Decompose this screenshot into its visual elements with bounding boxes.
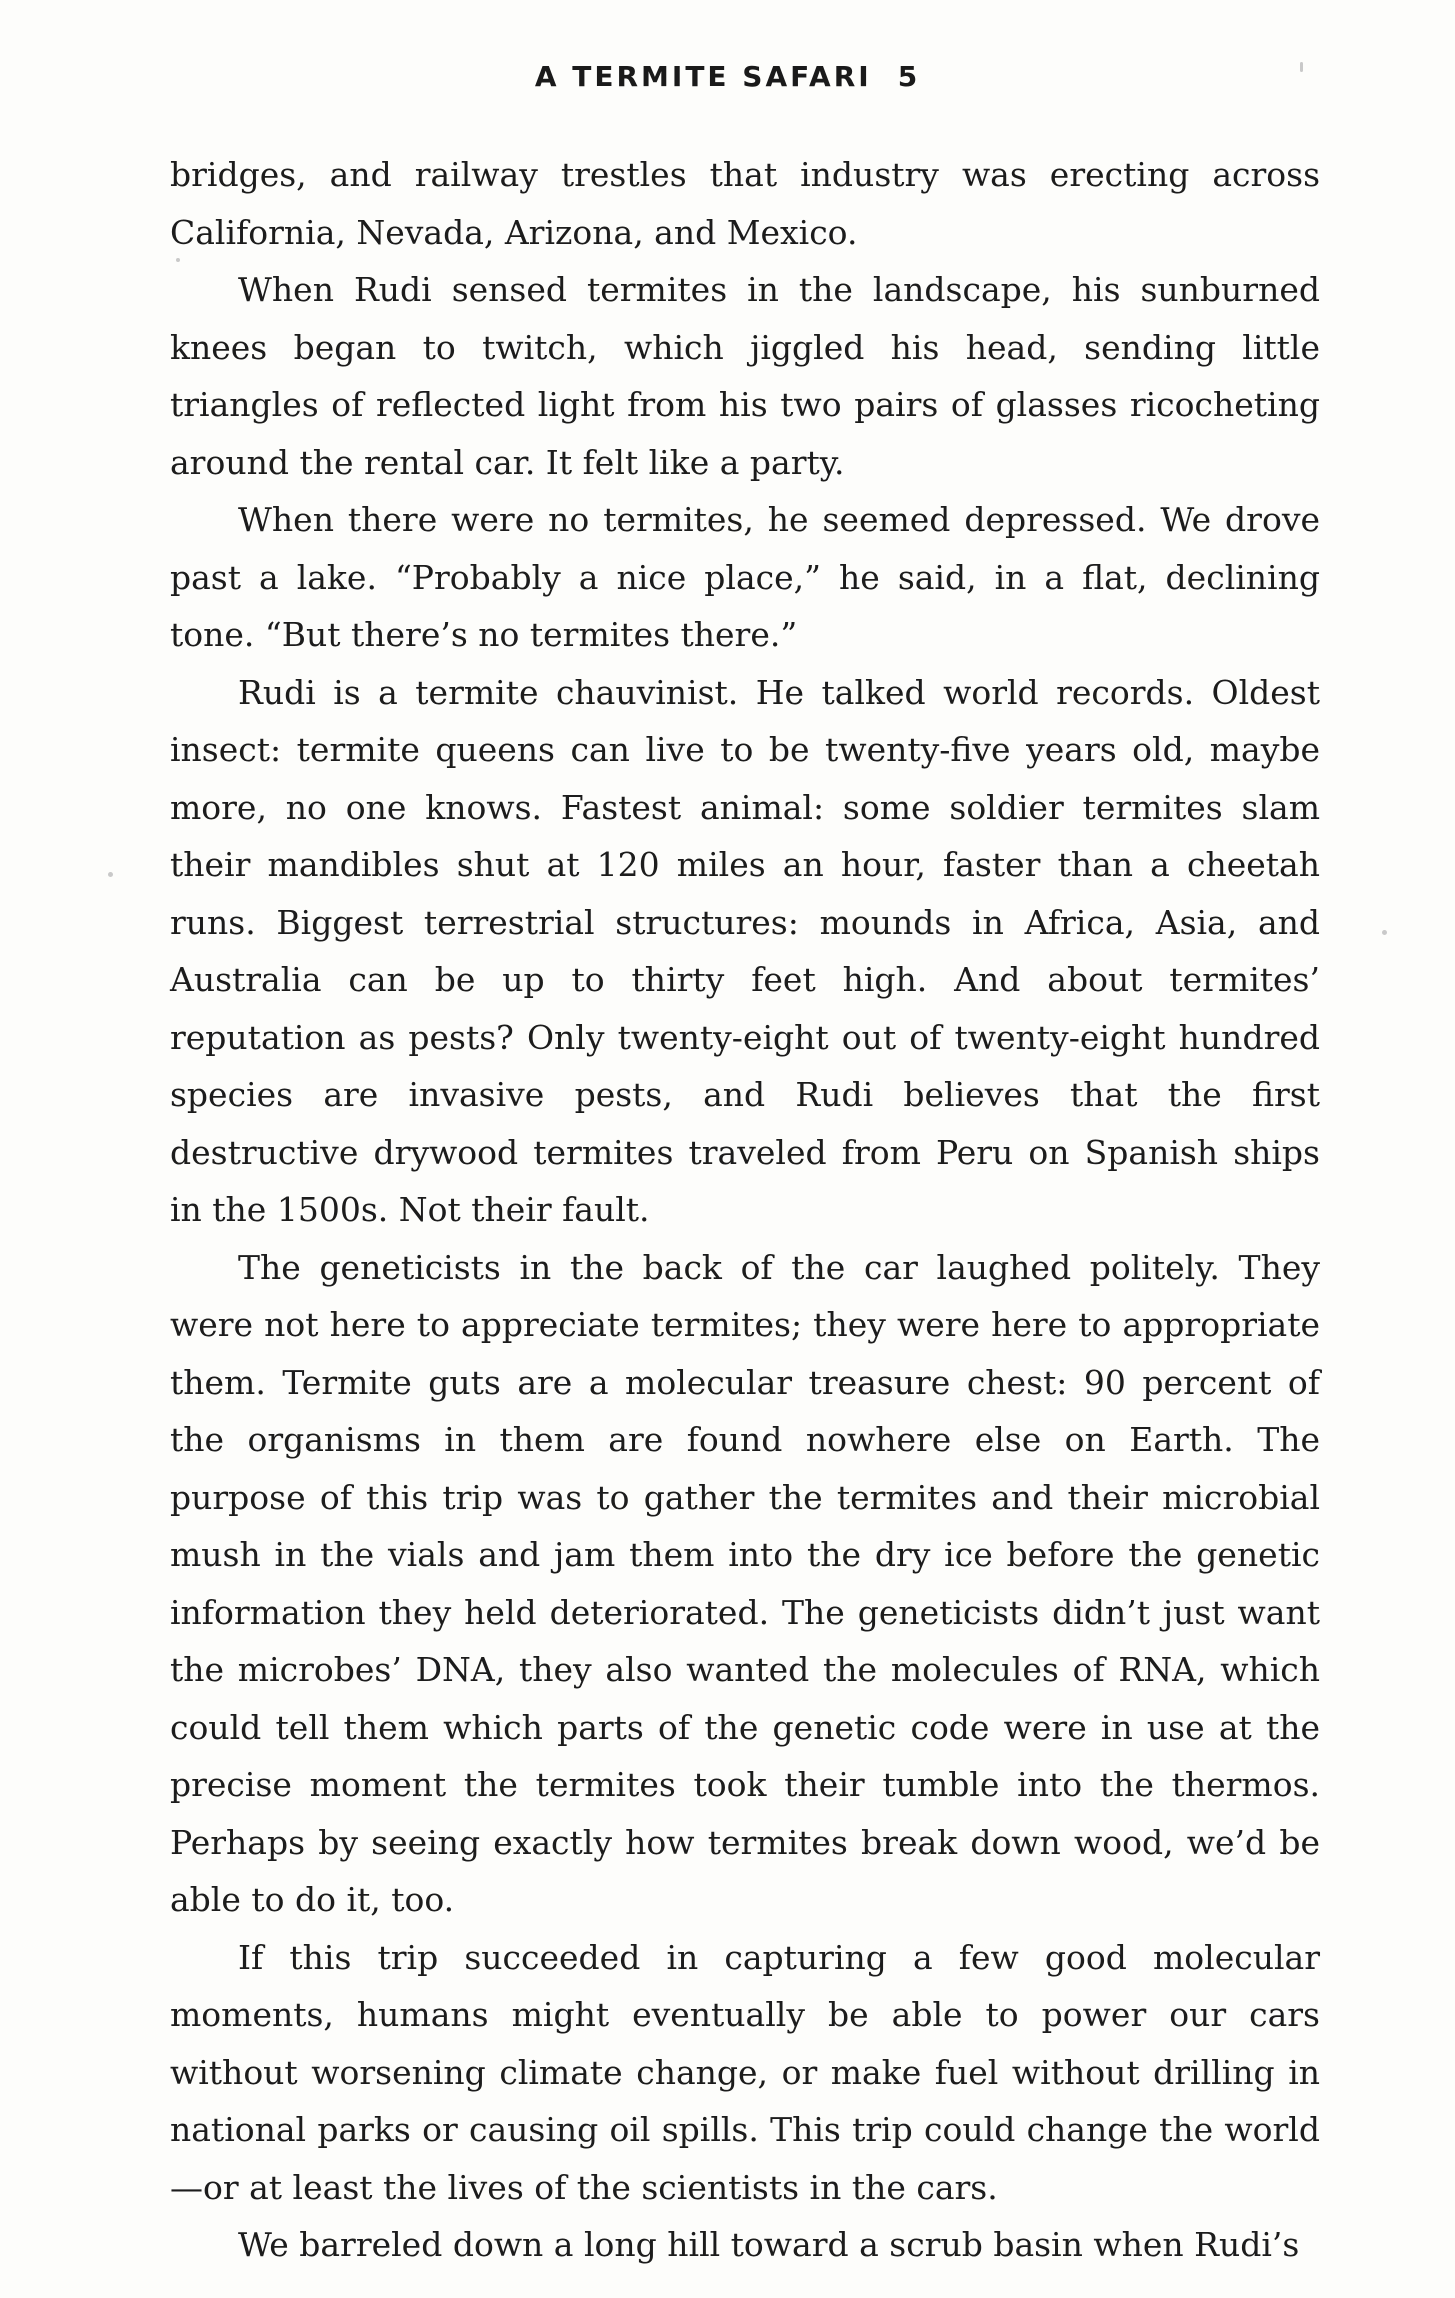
paragraph: We barreled down a long hill toward a scrub basin when Rudi’s [238, 2225, 1300, 2264]
paragraph: The geneticists in the back of the car laughed politely. They were not here to appreciate termites; they were here to appropriate them. Termite guts are a molecular treasure chest: 90 percent of the organisms in them are found nowhere else on Earth. The purpose of this trip was to gather the termites and their microbial mush in the vials and jam them into the dry ice before the genetic information they held deteriorated. The geneticists didn’t just want the microbes’ DNA, they also wanted the molecules of RNA, which could tell them which parts of the genetic code were in use at the precise moment the termites took their tumble into the thermos. Perhaps by seeing exactly how termites break down wood, we’d be able to do it, too. [170, 1247, 1320, 1919]
paragraph: When Rudi sensed termites in the landscape, his sunburned knees began to twitch, which jiggled his head, sending little triangles of reflected light from his two pairs of glasses ricocheting around the rental car. It felt like a party. [170, 270, 1320, 482]
paragraph: When there were no termites, he seemed depressed. We drove past a lake. “Probably a nice place,” he said, in a flat, declining tone. “But there’s no termites there.” [170, 500, 1320, 654]
paper-speck [1382, 930, 1387, 935]
chapter-title: A TERMITE SAFARI [534, 60, 872, 93]
running-head [0, 60, 1455, 93]
paper-speck [176, 258, 180, 262]
paragraph: If this trip succeeded in capturing a few good molecular moments, humans might eventually be able to power our cars without worsening climate change, or make fuel without drilling in national parks or causing oil spills. This trip could change the world—or at least the lives of the scientists in the cars. [170, 1937, 1320, 2207]
page-number: 5 [897, 60, 921, 93]
paragraph: Rudi is a termite chauvinist. He talked world records. Oldest insect: termite queens can live to be twenty-five years old, maybe more, no one knows. Fastest animal: some soldier termites slam their mandibles shut at 120 miles an hour, faster than a cheetah runs. Biggest terrestrial structures: mounds in Africa, Asia, and Australia can be up to thirty feet high. And about termites’ reputation as pests? Only twenty-eight out of twenty-eight hundred species are invasive pests, and Rudi believes that the first destructive drywood termites traveled from Peru on Spanish ships in the 1500s. Not their fault. [170, 672, 1320, 1229]
body-text [170, 146, 1320, 2274]
paper-speck [108, 872, 113, 877]
paragraph: bridges, and railway trestles that industry was erecting across California, Nevada, Arizona, and Mexico. [170, 155, 1320, 252]
paper-speck [1300, 62, 1303, 72]
